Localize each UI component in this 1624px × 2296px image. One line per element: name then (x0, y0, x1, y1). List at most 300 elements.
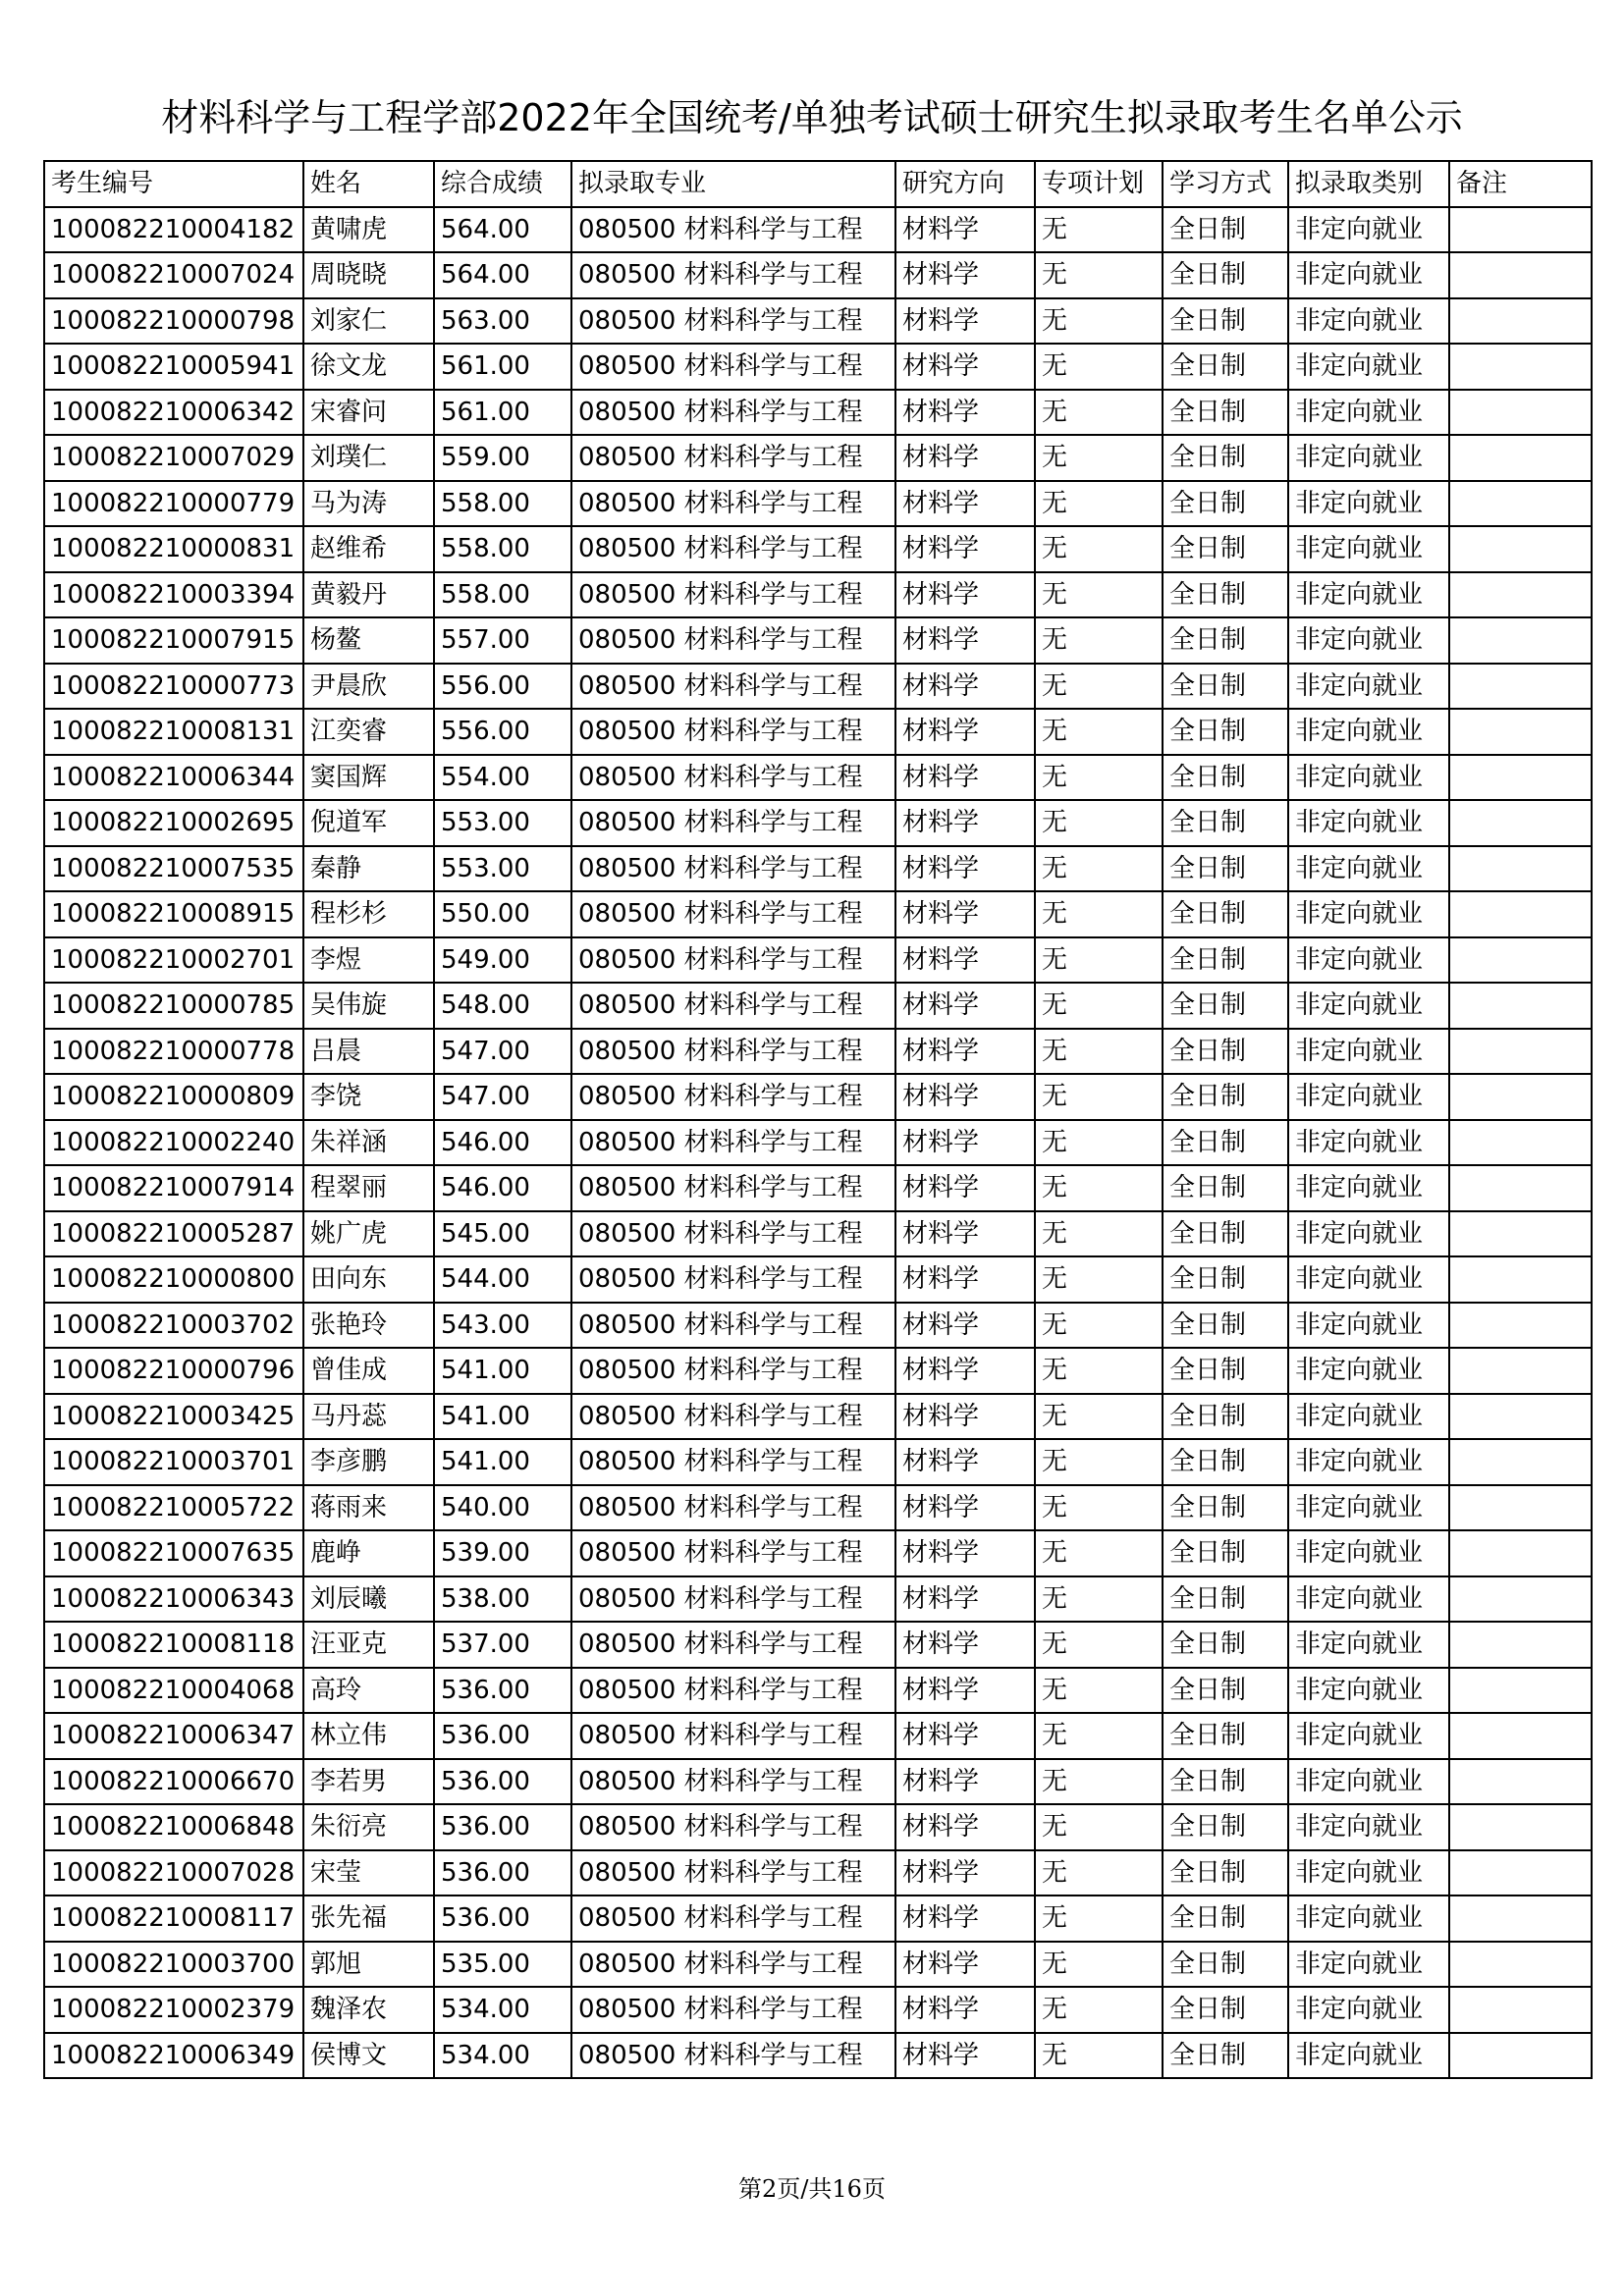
table-row (44, 709, 1592, 755)
cell-special-plan: 无 (1035, 526, 1163, 572)
cell-category: 非定向就业 (1288, 207, 1449, 253)
table-row (44, 1622, 1592, 1668)
cell-candidate-id: 100082210003700 (44, 1942, 303, 1988)
cell-major: 080500 材料科学与工程 (571, 983, 895, 1029)
cell-study-mode: 全日制 (1163, 344, 1288, 390)
cell-category: 非定向就业 (1288, 1303, 1449, 1349)
cell-candidate-id: 100082210005287 (44, 1211, 303, 1257)
cell-candidate-id: 100082210002240 (44, 1120, 303, 1166)
cell-remarks (1449, 1256, 1592, 1303)
cell-name: 马丹蕊 (303, 1394, 434, 1440)
cell-study-mode: 全日制 (1163, 435, 1288, 481)
cell-direction: 材料学 (895, 1303, 1035, 1349)
cell-category: 非定向就业 (1288, 526, 1449, 572)
table-row (44, 298, 1592, 345)
cell-category: 非定向就业 (1288, 435, 1449, 481)
cell-score: 548.00 (434, 983, 571, 1029)
cell-direction: 材料学 (895, 1804, 1035, 1850)
cell-special-plan: 无 (1035, 1394, 1163, 1440)
cell-study-mode: 全日制 (1163, 891, 1288, 937)
cell-category: 非定向就业 (1288, 1896, 1449, 1942)
cell-name: 程杉杉 (303, 891, 434, 937)
cell-remarks (1449, 1074, 1592, 1120)
cell-remarks (1449, 1942, 1592, 1988)
cell-candidate-id: 100082210000778 (44, 1029, 303, 1075)
cell-study-mode: 全日制 (1163, 1622, 1288, 1668)
cell-special-plan: 无 (1035, 709, 1163, 755)
cell-candidate-id: 100082210000785 (44, 983, 303, 1029)
cell-special-plan: 无 (1035, 1303, 1163, 1349)
cell-category: 非定向就业 (1288, 664, 1449, 710)
cell-name: 秦静 (303, 846, 434, 892)
cell-name: 李彦鹏 (303, 1439, 434, 1485)
cell-remarks (1449, 1394, 1592, 1440)
cell-category: 非定向就业 (1288, 1576, 1449, 1623)
table-row (44, 526, 1592, 572)
cell-score: 549.00 (434, 937, 571, 984)
table-row (44, 1394, 1592, 1440)
cell-score: 554.00 (434, 755, 571, 801)
cell-remarks (1449, 1896, 1592, 1942)
table-row (44, 481, 1592, 527)
cell-direction: 材料学 (895, 435, 1035, 481)
cell-direction: 材料学 (895, 1485, 1035, 1531)
cell-study-mode: 全日制 (1163, 1987, 1288, 2033)
header-cell-study-mode: 学习方式 (1163, 161, 1288, 207)
cell-remarks (1449, 846, 1592, 892)
cell-major: 080500 材料科学与工程 (571, 344, 895, 390)
cell-category: 非定向就业 (1288, 390, 1449, 436)
cell-direction: 材料学 (895, 1394, 1035, 1440)
cell-score: 535.00 (434, 1942, 571, 1988)
cell-study-mode: 全日制 (1163, 1804, 1288, 1850)
cell-category: 非定向就业 (1288, 1029, 1449, 1075)
cell-category: 非定向就业 (1288, 1759, 1449, 1805)
cell-name: 高玲 (303, 1668, 434, 1714)
cell-name: 刘辰曦 (303, 1576, 434, 1623)
cell-name: 刘璞仁 (303, 435, 434, 481)
cell-candidate-id: 100082210000831 (44, 526, 303, 572)
cell-study-mode: 全日制 (1163, 298, 1288, 345)
cell-remarks (1449, 344, 1592, 390)
cell-name: 李若男 (303, 1759, 434, 1805)
table-row (44, 1668, 1592, 1714)
cell-remarks (1449, 1576, 1592, 1623)
cell-name: 刘家仁 (303, 298, 434, 345)
cell-study-mode: 全日制 (1163, 800, 1288, 846)
cell-name: 尹晨欣 (303, 664, 434, 710)
cell-remarks (1449, 1668, 1592, 1714)
cell-special-plan: 无 (1035, 1713, 1163, 1759)
cell-score: 544.00 (434, 1256, 571, 1303)
cell-direction: 材料学 (895, 481, 1035, 527)
cell-major: 080500 材料科学与工程 (571, 1303, 895, 1349)
cell-major: 080500 材料科学与工程 (571, 846, 895, 892)
cell-direction: 材料学 (895, 1576, 1035, 1623)
cell-score: 541.00 (434, 1394, 571, 1440)
cell-major: 080500 材料科学与工程 (571, 1942, 895, 1988)
cell-score: 534.00 (434, 1987, 571, 2033)
cell-category: 非定向就业 (1288, 1942, 1449, 1988)
cell-major: 080500 材料科学与工程 (571, 1668, 895, 1714)
header-cell-category: 拟录取类别 (1288, 161, 1449, 207)
cell-direction: 材料学 (895, 1074, 1035, 1120)
cell-study-mode: 全日制 (1163, 481, 1288, 527)
cell-special-plan: 无 (1035, 1668, 1163, 1714)
cell-special-plan: 无 (1035, 891, 1163, 937)
cell-category: 非定向就业 (1288, 344, 1449, 390)
table-row (44, 1211, 1592, 1257)
cell-score: 557.00 (434, 617, 571, 664)
cell-candidate-id: 100082210005941 (44, 344, 303, 390)
cell-score: 536.00 (434, 1804, 571, 1850)
cell-remarks (1449, 1120, 1592, 1166)
cell-name: 郭旭 (303, 1942, 434, 1988)
cell-study-mode: 全日制 (1163, 937, 1288, 984)
cell-candidate-id: 100082210006347 (44, 1713, 303, 1759)
cell-direction: 材料学 (895, 1987, 1035, 2033)
cell-category: 非定向就业 (1288, 1165, 1449, 1211)
cell-remarks (1449, 755, 1592, 801)
table-row (44, 2033, 1592, 2079)
table-row (44, 846, 1592, 892)
cell-name: 黄啸虎 (303, 207, 434, 253)
cell-major: 080500 材料科学与工程 (571, 1211, 895, 1257)
cell-score: 558.00 (434, 572, 571, 618)
cell-name: 宋睿问 (303, 390, 434, 436)
cell-candidate-id: 100082210007914 (44, 1165, 303, 1211)
cell-direction: 材料学 (895, 1850, 1035, 1896)
cell-score: 536.00 (434, 1850, 571, 1896)
cell-remarks (1449, 709, 1592, 755)
cell-remarks (1449, 252, 1592, 298)
cell-category: 非定向就业 (1288, 709, 1449, 755)
table-row (44, 1942, 1592, 1988)
cell-remarks (1449, 1303, 1592, 1349)
cell-remarks (1449, 1485, 1592, 1531)
table-row (44, 891, 1592, 937)
cell-name: 鹿峥 (303, 1530, 434, 1576)
cell-special-plan: 无 (1035, 1987, 1163, 2033)
cell-name: 倪道军 (303, 800, 434, 846)
cell-score: 543.00 (434, 1303, 571, 1349)
cell-major: 080500 材料科学与工程 (571, 572, 895, 618)
cell-special-plan: 无 (1035, 1942, 1163, 1988)
table-row (44, 1120, 1592, 1166)
cell-name: 程翠丽 (303, 1165, 434, 1211)
cell-name: 姚广虎 (303, 1211, 434, 1257)
cell-candidate-id: 100082210004068 (44, 1668, 303, 1714)
cell-direction: 材料学 (895, 1211, 1035, 1257)
cell-special-plan: 无 (1035, 755, 1163, 801)
cell-special-plan: 无 (1035, 846, 1163, 892)
cell-remarks (1449, 1713, 1592, 1759)
cell-score: 556.00 (434, 664, 571, 710)
cell-remarks (1449, 983, 1592, 1029)
cell-remarks (1449, 617, 1592, 664)
cell-name: 朱衍亮 (303, 1804, 434, 1850)
cell-major: 080500 材料科学与工程 (571, 755, 895, 801)
cell-direction: 材料学 (895, 298, 1035, 345)
table-body (44, 161, 1592, 2078)
cell-score: 558.00 (434, 481, 571, 527)
cell-special-plan: 无 (1035, 983, 1163, 1029)
cell-study-mode: 全日制 (1163, 1211, 1288, 1257)
cell-score: 561.00 (434, 390, 571, 436)
cell-major: 080500 材料科学与工程 (571, 1394, 895, 1440)
cell-score: 550.00 (434, 891, 571, 937)
cell-name: 赵维希 (303, 526, 434, 572)
table-row (44, 435, 1592, 481)
cell-study-mode: 全日制 (1163, 1120, 1288, 1166)
cell-special-plan: 无 (1035, 617, 1163, 664)
cell-direction: 材料学 (895, 1530, 1035, 1576)
table-row (44, 617, 1592, 664)
cell-major: 080500 材料科学与工程 (571, 1348, 895, 1394)
cell-score: 547.00 (434, 1029, 571, 1075)
cell-remarks (1449, 390, 1592, 436)
admission-table (43, 160, 1593, 2079)
cell-special-plan: 无 (1035, 1165, 1163, 1211)
cell-major: 080500 材料科学与工程 (571, 891, 895, 937)
header-cell-major: 拟录取专业 (571, 161, 895, 207)
cell-major: 080500 材料科学与工程 (571, 1987, 895, 2033)
cell-score: 541.00 (434, 1439, 571, 1485)
cell-direction: 材料学 (895, 800, 1035, 846)
cell-name: 张先福 (303, 1896, 434, 1942)
cell-special-plan: 无 (1035, 344, 1163, 390)
header-cell-score: 综合成绩 (434, 161, 571, 207)
cell-special-plan: 无 (1035, 664, 1163, 710)
cell-candidate-id: 100082210008118 (44, 1622, 303, 1668)
cell-special-plan: 无 (1035, 1348, 1163, 1394)
cell-candidate-id: 100082210007915 (44, 617, 303, 664)
cell-name: 张艳玲 (303, 1303, 434, 1349)
cell-candidate-id: 100082210007029 (44, 435, 303, 481)
cell-score: 546.00 (434, 1120, 571, 1166)
cell-category: 非定向就业 (1288, 891, 1449, 937)
cell-major: 080500 材料科学与工程 (571, 298, 895, 345)
cell-study-mode: 全日制 (1163, 526, 1288, 572)
cell-score: 547.00 (434, 1074, 571, 1120)
cell-score: 558.00 (434, 526, 571, 572)
cell-major: 080500 材料科学与工程 (571, 481, 895, 527)
cell-direction: 材料学 (895, 1439, 1035, 1485)
cell-candidate-id: 100082210004182 (44, 207, 303, 253)
cell-score: 546.00 (434, 1165, 571, 1211)
cell-special-plan: 无 (1035, 207, 1163, 253)
table-row (44, 1576, 1592, 1623)
cell-special-plan: 无 (1035, 252, 1163, 298)
cell-category: 非定向就业 (1288, 755, 1449, 801)
header-cell-candidate-id: 考生编号 (44, 161, 303, 207)
cell-special-plan: 无 (1035, 1074, 1163, 1120)
cell-score: 536.00 (434, 1759, 571, 1805)
cell-study-mode: 全日制 (1163, 1576, 1288, 1623)
cell-candidate-id: 100082210008131 (44, 709, 303, 755)
cell-name: 吕晨 (303, 1029, 434, 1075)
cell-remarks (1449, 526, 1592, 572)
table-row (44, 1256, 1592, 1303)
cell-category: 非定向就业 (1288, 1713, 1449, 1759)
cell-name: 吴伟旋 (303, 983, 434, 1029)
cell-study-mode: 全日制 (1163, 1759, 1288, 1805)
cell-category: 非定向就业 (1288, 1485, 1449, 1531)
cell-name: 侯博文 (303, 2033, 434, 2079)
cell-major: 080500 材料科学与工程 (571, 1256, 895, 1303)
cell-major: 080500 材料科学与工程 (571, 1759, 895, 1805)
cell-remarks (1449, 435, 1592, 481)
table-row (44, 252, 1592, 298)
cell-special-plan: 无 (1035, 298, 1163, 345)
cell-direction: 材料学 (895, 526, 1035, 572)
cell-name: 蒋雨来 (303, 1485, 434, 1531)
cell-remarks (1449, 1211, 1592, 1257)
cell-score: 564.00 (434, 252, 571, 298)
cell-remarks (1449, 1622, 1592, 1668)
cell-category: 非定向就业 (1288, 617, 1449, 664)
cell-candidate-id: 100082210005722 (44, 1485, 303, 1531)
cell-candidate-id: 100082210000809 (44, 1074, 303, 1120)
table-row (44, 1713, 1592, 1759)
cell-candidate-id: 100082210003394 (44, 572, 303, 618)
cell-special-plan: 无 (1035, 1211, 1163, 1257)
cell-score: 537.00 (434, 1622, 571, 1668)
cell-study-mode: 全日制 (1163, 1303, 1288, 1349)
cell-direction: 材料学 (895, 1029, 1035, 1075)
cell-major: 080500 材料科学与工程 (571, 709, 895, 755)
cell-study-mode: 全日制 (1163, 709, 1288, 755)
cell-major: 080500 材料科学与工程 (571, 390, 895, 436)
cell-special-plan: 无 (1035, 1850, 1163, 1896)
cell-special-plan: 无 (1035, 1622, 1163, 1668)
cell-candidate-id: 100082210006670 (44, 1759, 303, 1805)
table-row (44, 1896, 1592, 1942)
cell-remarks (1449, 937, 1592, 984)
cell-remarks (1449, 1348, 1592, 1394)
cell-special-plan: 无 (1035, 435, 1163, 481)
cell-direction: 材料学 (895, 1120, 1035, 1166)
cell-remarks (1449, 664, 1592, 710)
cell-direction: 材料学 (895, 937, 1035, 984)
cell-candidate-id: 100082210006342 (44, 390, 303, 436)
cell-special-plan: 无 (1035, 2033, 1163, 2079)
cell-major: 080500 材料科学与工程 (571, 800, 895, 846)
cell-study-mode: 全日制 (1163, 1348, 1288, 1394)
cell-candidate-id: 100082210007635 (44, 1530, 303, 1576)
cell-name: 曾佳成 (303, 1348, 434, 1394)
table-row (44, 1530, 1592, 1576)
cell-special-plan: 无 (1035, 1804, 1163, 1850)
cell-category: 非定向就业 (1288, 1211, 1449, 1257)
table-row (44, 1759, 1592, 1805)
cell-direction: 材料学 (895, 252, 1035, 298)
cell-direction: 材料学 (895, 1942, 1035, 1988)
cell-major: 080500 材料科学与工程 (571, 617, 895, 664)
cell-study-mode: 全日制 (1163, 1668, 1288, 1714)
cell-special-plan: 无 (1035, 1576, 1163, 1623)
cell-major: 080500 材料科学与工程 (571, 1713, 895, 1759)
cell-candidate-id: 100082210000779 (44, 481, 303, 527)
cell-special-plan: 无 (1035, 1120, 1163, 1166)
cell-score: 553.00 (434, 800, 571, 846)
cell-category: 非定向就业 (1288, 1256, 1449, 1303)
cell-special-plan: 无 (1035, 1896, 1163, 1942)
cell-direction: 材料学 (895, 390, 1035, 436)
cell-remarks (1449, 1804, 1592, 1850)
cell-candidate-id: 100082210007024 (44, 252, 303, 298)
cell-category: 非定向就业 (1288, 252, 1449, 298)
cell-special-plan: 无 (1035, 481, 1163, 527)
cell-candidate-id: 100082210003702 (44, 1303, 303, 1349)
cell-study-mode: 全日制 (1163, 617, 1288, 664)
cell-major: 080500 材料科学与工程 (571, 1850, 895, 1896)
cell-major: 080500 材料科学与工程 (571, 2033, 895, 2079)
cell-name: 田向东 (303, 1256, 434, 1303)
cell-direction: 材料学 (895, 1348, 1035, 1394)
cell-major: 080500 材料科学与工程 (571, 1896, 895, 1942)
cell-name: 朱祥涵 (303, 1120, 434, 1166)
cell-category: 非定向就业 (1288, 1987, 1449, 2033)
cell-direction: 材料学 (895, 2033, 1035, 2079)
cell-major: 080500 材料科学与工程 (571, 664, 895, 710)
cell-name: 徐文龙 (303, 344, 434, 390)
cell-score: 556.00 (434, 709, 571, 755)
cell-study-mode: 全日制 (1163, 1165, 1288, 1211)
cell-score: 536.00 (434, 1668, 571, 1714)
cell-direction: 材料学 (895, 891, 1035, 937)
cell-special-plan: 无 (1035, 1759, 1163, 1805)
table-header-row (44, 161, 1592, 207)
table-row (44, 1165, 1592, 1211)
cell-direction: 材料学 (895, 846, 1035, 892)
cell-major: 080500 材料科学与工程 (571, 526, 895, 572)
cell-remarks (1449, 207, 1592, 253)
cell-study-mode: 全日制 (1163, 1439, 1288, 1485)
table-row (44, 755, 1592, 801)
cell-score: 541.00 (434, 1348, 571, 1394)
cell-study-mode: 全日制 (1163, 572, 1288, 618)
cell-name: 窦国辉 (303, 755, 434, 801)
cell-remarks (1449, 1759, 1592, 1805)
cell-study-mode: 全日制 (1163, 1485, 1288, 1531)
cell-major: 080500 材料科学与工程 (571, 937, 895, 984)
cell-remarks (1449, 298, 1592, 345)
cell-name: 李饶 (303, 1074, 434, 1120)
cell-study-mode: 全日制 (1163, 1256, 1288, 1303)
cell-special-plan: 无 (1035, 1485, 1163, 1531)
header-cell-remarks: 备注 (1449, 161, 1592, 207)
cell-major: 080500 材料科学与工程 (571, 1165, 895, 1211)
cell-name: 宋莹 (303, 1850, 434, 1896)
cell-category: 非定向就业 (1288, 481, 1449, 527)
cell-direction: 材料学 (895, 617, 1035, 664)
cell-remarks (1449, 481, 1592, 527)
cell-direction: 材料学 (895, 1165, 1035, 1211)
cell-candidate-id: 100082210003701 (44, 1439, 303, 1485)
cell-category: 非定向就业 (1288, 1439, 1449, 1485)
table-row (44, 1485, 1592, 1531)
header-cell-direction: 研究方向 (895, 161, 1035, 207)
cell-direction: 材料学 (895, 1256, 1035, 1303)
cell-remarks (1449, 1029, 1592, 1075)
cell-study-mode: 全日制 (1163, 207, 1288, 253)
cell-special-plan: 无 (1035, 1029, 1163, 1075)
cell-special-plan: 无 (1035, 937, 1163, 984)
table-row (44, 207, 1592, 253)
cell-study-mode: 全日制 (1163, 2033, 1288, 2079)
cell-study-mode: 全日制 (1163, 1394, 1288, 1440)
